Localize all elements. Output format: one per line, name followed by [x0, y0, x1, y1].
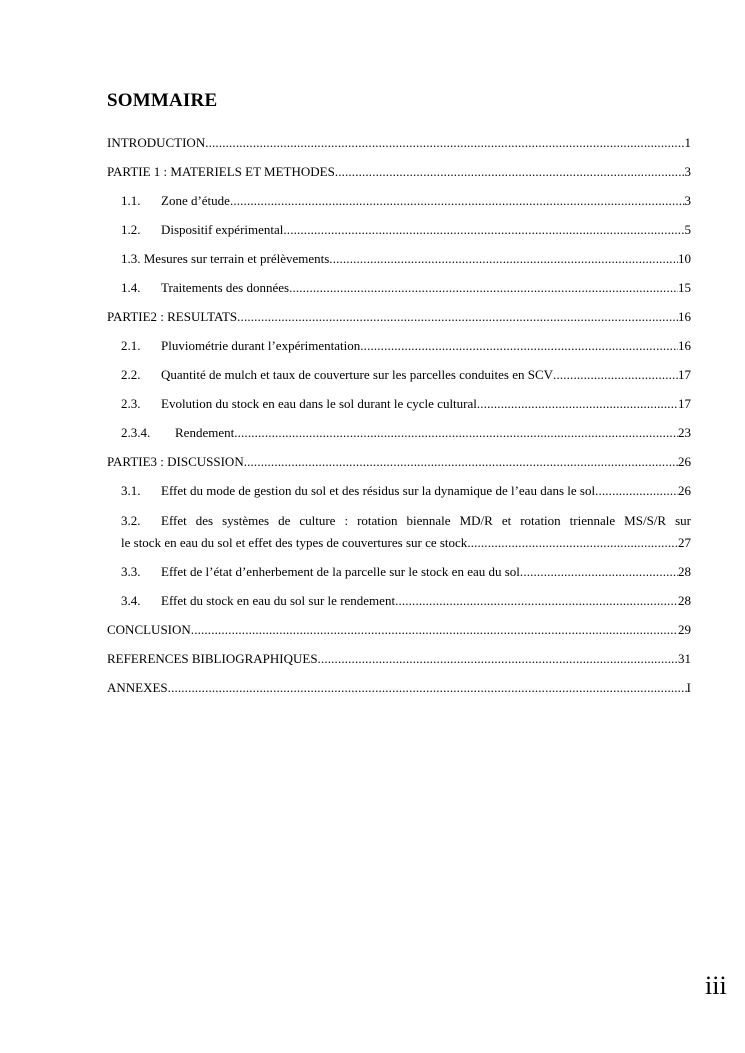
toc-entry-text: Dispositif expérimental [161, 222, 284, 237]
toc-entry-partie-2[interactable] [107, 302, 691, 331]
page-title: SOMMAIRE [107, 90, 218, 111]
toc-entry-page: 3 [684, 164, 691, 179]
toc-entry-text: CONCLUSION [107, 622, 191, 637]
toc-entry-3-1[interactable] [107, 476, 691, 505]
toc-leader-dots [329, 244, 678, 273]
toc-entry-text: Pluviométrie durant l’expérimentation [161, 338, 361, 353]
toc-entry-text: Zone d’étude [161, 193, 230, 208]
toc-entry-1-1[interactable] [107, 186, 691, 215]
toc-entry-page: 17 [678, 396, 691, 411]
toc-entry-text: Rendement [175, 425, 235, 440]
toc-entry-page: 1 [684, 135, 691, 150]
toc-entry-second-line [121, 532, 691, 554]
toc-entry-number: 2.3.4. [121, 425, 151, 440]
toc-entry-page: 26 [678, 454, 691, 469]
table-of-contents [107, 128, 691, 702]
toc-entry-text: Effet de l’état d’enherbement de la parcelle sur le stock en eau du sol [161, 564, 520, 579]
toc-entry-number: 2.3. [121, 396, 141, 411]
toc-leader-dots [244, 447, 678, 476]
toc-entry-text: INTRODUCTION [107, 135, 206, 150]
toc-entry-page: 31 [678, 651, 691, 666]
toc-entry-number: 3.1. [121, 483, 141, 498]
toc-entry-1-3[interactable] [107, 244, 691, 273]
toc-leader-dots [477, 389, 678, 418]
toc-entry-page: 3 [684, 193, 691, 208]
toc-leader-dots [234, 418, 678, 447]
toc-entry-2-2[interactable] [107, 360, 691, 389]
toc-entry-number: 1.2. [121, 222, 141, 237]
toc-entry-text: Effet des systèmes de culture : rotation biennale MD/R et rotation triennale MS/S/R sur [161, 513, 691, 528]
toc-entry-text: Quantité de mulch et taux de couverture sur les parcelles conduites en SCV [161, 367, 554, 382]
toc-entry-partie-1[interactable] [107, 157, 691, 186]
toc-entry-2-3-4[interactable] [107, 418, 691, 447]
toc-entry-page: 10 [678, 251, 691, 266]
toc-leader-dots [467, 532, 678, 554]
toc-leader-dots [230, 186, 685, 215]
toc-entry-text: Evolution du stock en eau dans le sol durant le cycle cultural [161, 396, 477, 411]
toc-leader-dots [191, 615, 678, 644]
toc-entry-page: 16 [678, 309, 691, 324]
toc-leader-dots [395, 586, 678, 615]
toc-leader-dots [520, 557, 678, 586]
toc-entry-text: Effet du mode de gestion du sol et des résidus sur la dynamique de l’eau dans le sol [161, 483, 596, 498]
toc-leader-dots [205, 128, 684, 157]
toc-entry-page: 26 [678, 483, 691, 498]
toc-leader-dots [335, 157, 685, 186]
toc-entry-references[interactable] [107, 644, 691, 673]
toc-entry-page: 28 [678, 593, 691, 608]
toc-entry-2-1[interactable] [107, 331, 691, 360]
toc-leader-dots [318, 644, 678, 673]
toc-entry-introduction[interactable] [107, 128, 691, 157]
toc-leader-dots [237, 302, 678, 331]
toc-entry-page: 23 [678, 425, 691, 440]
toc-entry-page: 17 [678, 367, 691, 382]
toc-entry-3-4[interactable] [107, 586, 691, 615]
toc-entry-page: 15 [678, 280, 691, 295]
toc-entry-text: PARTIE3 : DISCUSSION [107, 454, 244, 469]
toc-entry-text: PARTIE2 : RESULTATS [107, 309, 238, 324]
toc-entry-2-3[interactable] [107, 389, 691, 418]
toc-entry-text: REFERENCES BIBLIOGRAPHIQUES [107, 651, 318, 666]
toc-leader-dots [553, 360, 678, 389]
toc-entry-conclusion[interactable] [107, 615, 691, 644]
toc-entry-text-continued: le stock en eau du sol et effet des types de couvertures sur ce stock [121, 535, 468, 550]
toc-leader-dots [283, 215, 684, 244]
toc-entry-text: PARTIE 1 : MATERIELS ET METHODES [107, 164, 335, 179]
toc-entry-3-2[interactable] [107, 505, 691, 557]
toc-entry-number: 2.2. [121, 367, 141, 382]
toc-leader-dots [360, 331, 678, 360]
toc-entry-number: 3.4. [121, 593, 141, 608]
toc-entry-number: 1.4. [121, 280, 141, 295]
toc-entry-3-3[interactable] [107, 557, 691, 586]
toc-entry-number: 3.2. [121, 513, 141, 528]
toc-entry-page: 29 [678, 622, 691, 637]
toc-entry-page: 5 [684, 222, 691, 237]
toc-entry-number: 1.1. [121, 193, 141, 208]
toc-entry-text: ANNEXES [107, 680, 168, 695]
toc-leader-dots [289, 273, 678, 302]
toc-leader-dots [595, 476, 678, 505]
toc-entry-page: 27 [678, 535, 691, 550]
toc-leader-dots [168, 673, 687, 702]
toc-entry-text: Effet du stock en eau du sol sur le rendement [161, 593, 396, 608]
toc-entry-page: 16 [678, 338, 691, 353]
toc-entry-page: I [686, 680, 691, 695]
toc-entry-1-2[interactable] [107, 215, 691, 244]
toc-entry-partie-3[interactable] [107, 447, 691, 476]
toc-entry-first-line [121, 510, 691, 532]
toc-entry-number: 2.1. [121, 338, 141, 353]
page-number: iii [705, 971, 727, 1000]
toc-entry-number: 3.3. [121, 564, 141, 579]
toc-entry-1-4[interactable] [107, 273, 691, 302]
toc-entry-text: 1.3. Mesures sur terrain et prélèvements [121, 251, 330, 266]
toc-entry-annexes[interactable] [107, 673, 691, 702]
toc-entry-text: Traitements des données [161, 280, 290, 295]
toc-entry-page: 28 [678, 564, 691, 579]
